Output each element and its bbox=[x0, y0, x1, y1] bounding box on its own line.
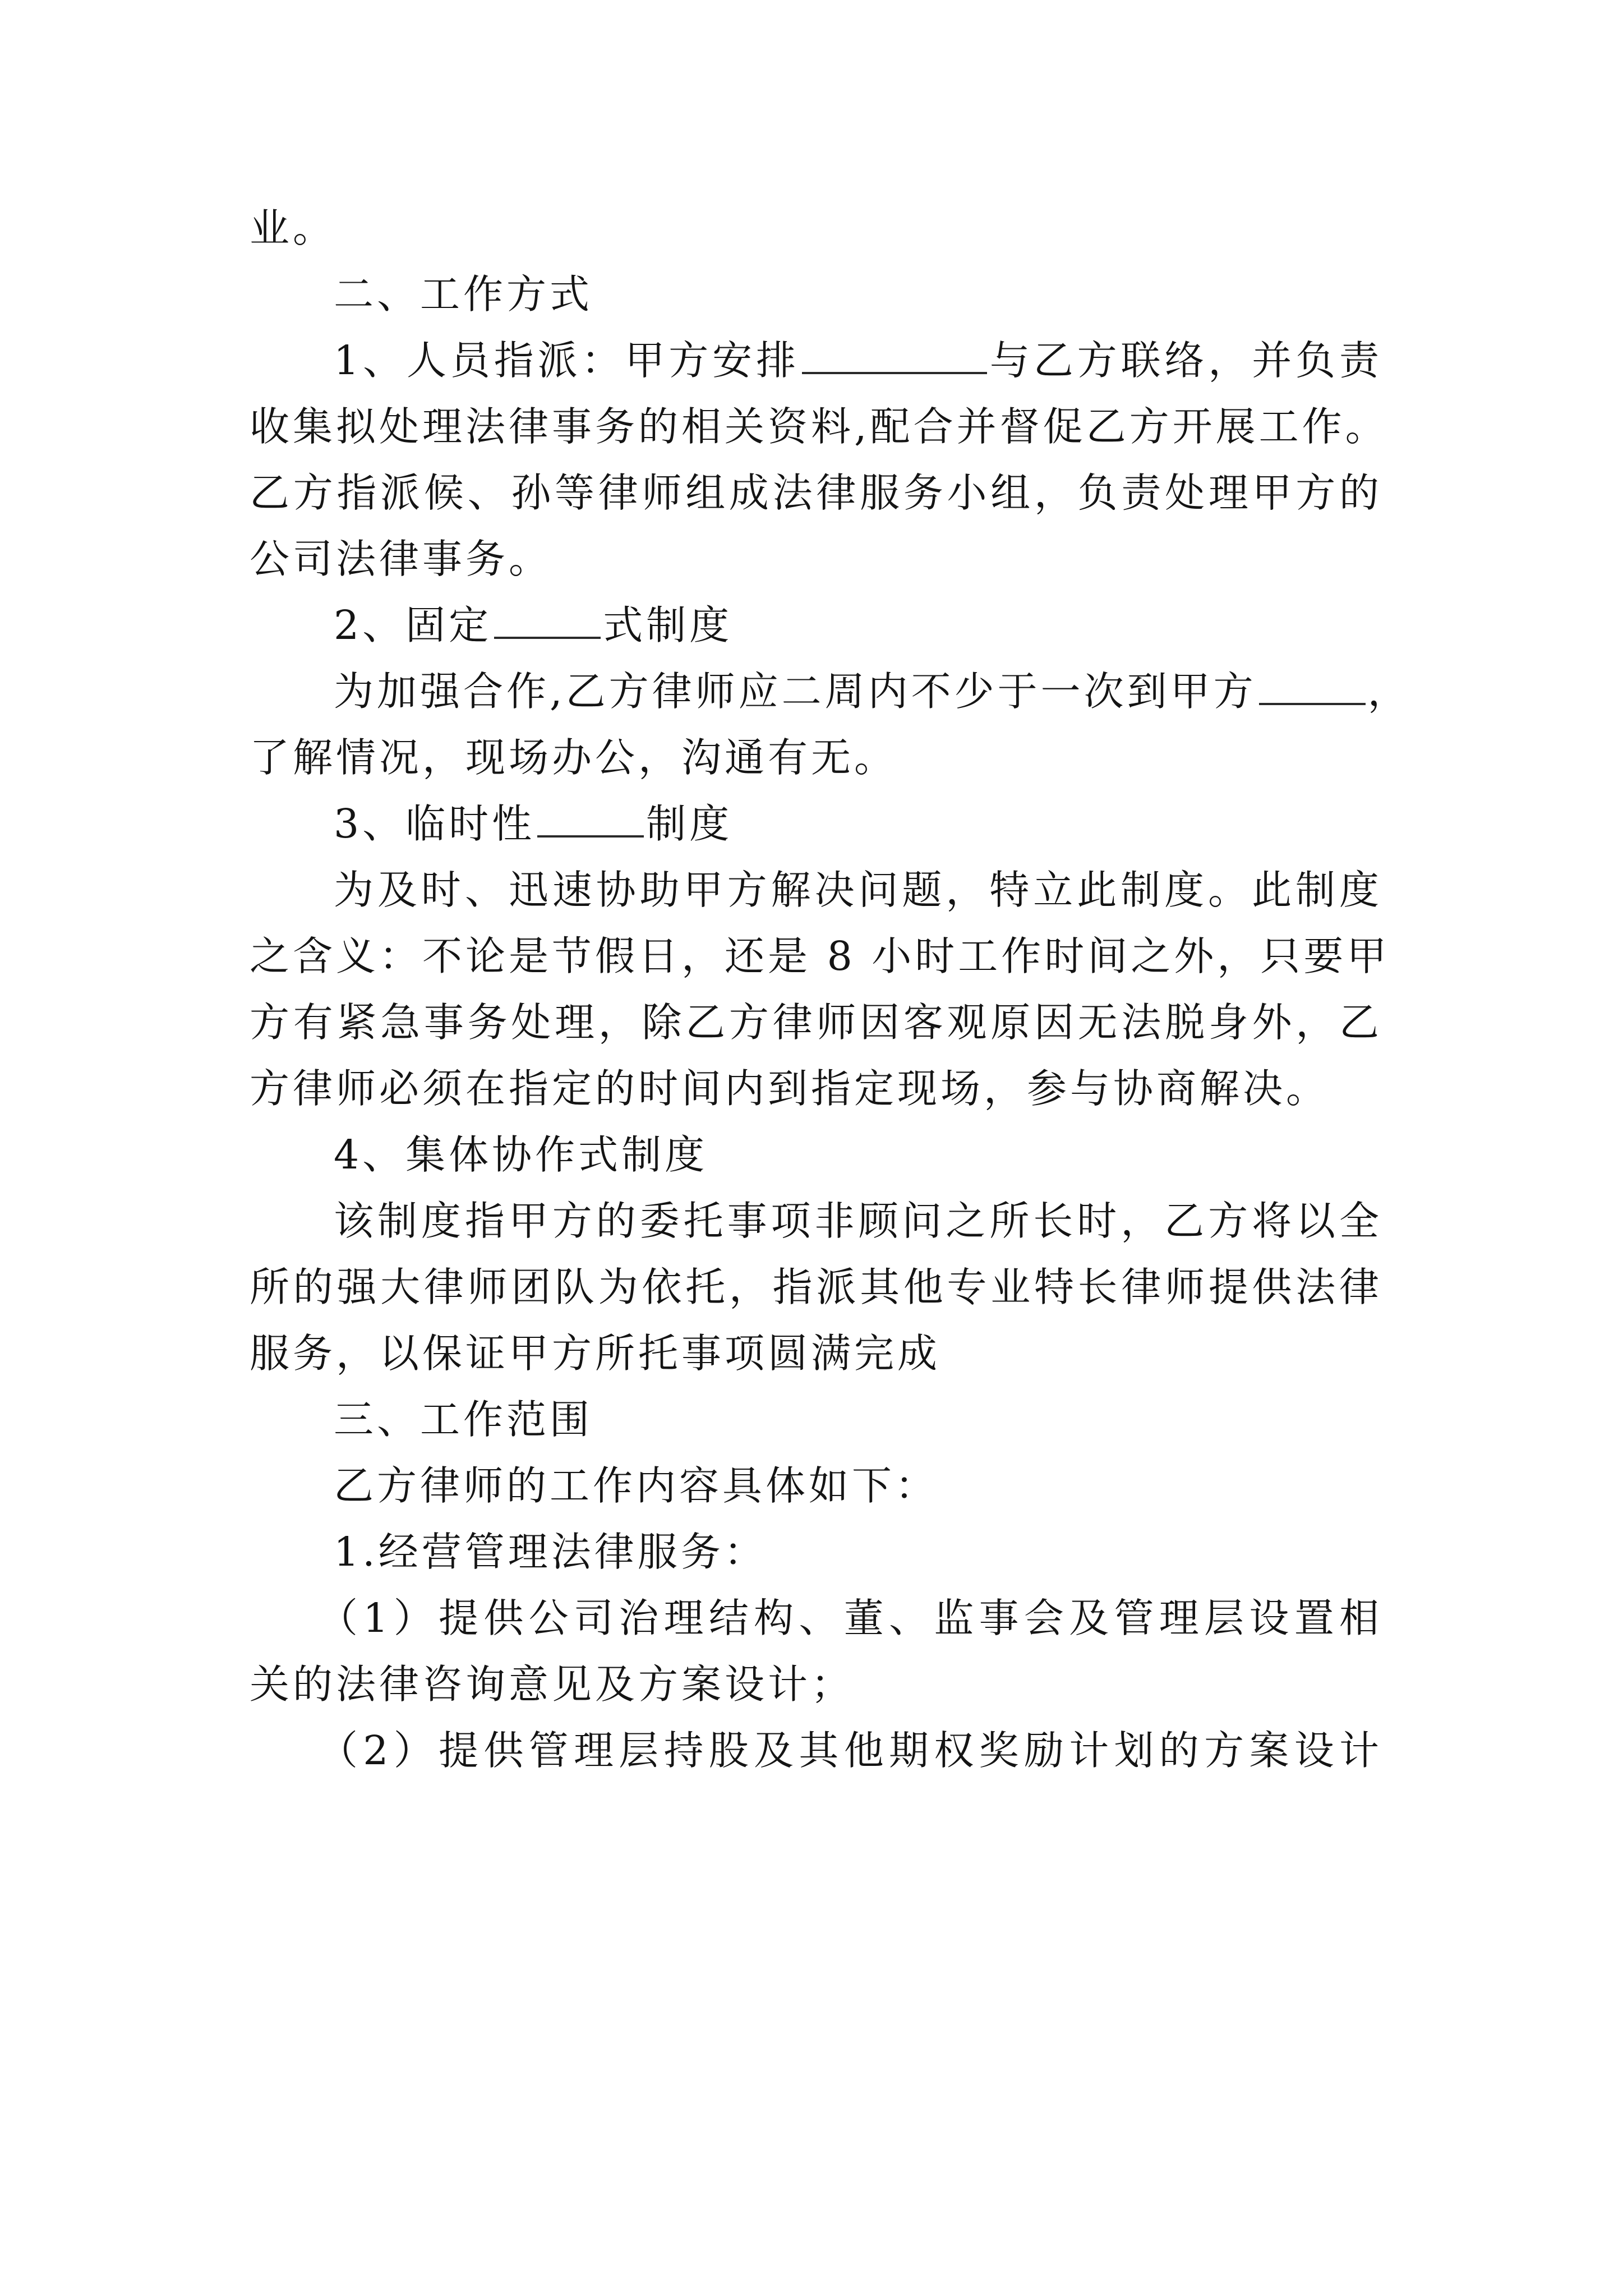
paragraph-line: 该制度指甲方的委托事项非顾问之所长时，乙方将以全 bbox=[334, 1198, 1382, 1244]
paragraph-line bbox=[250, 659, 1411, 725]
fill-in-blank[interactable] bbox=[1259, 670, 1366, 705]
paragraph-line: 了解情况，现场办公，沟通有无。 bbox=[250, 734, 898, 781]
text-segment: 与乙方联络，并负责 bbox=[989, 337, 1382, 384]
subheading-collective-system: 4、集体协作式制度 bbox=[334, 1131, 708, 1178]
paragraph-line: 方律师必须在指定的时间内到指定现场，参与协商解决。 bbox=[250, 1065, 1330, 1112]
text-segment: 制度 bbox=[646, 800, 733, 847]
section-heading-work-method: 二、工作方式 bbox=[334, 271, 593, 318]
subheading-temporary-system bbox=[250, 791, 1382, 857]
subheading-fixed-system bbox=[250, 592, 1382, 659]
fill-in-blank[interactable] bbox=[537, 803, 644, 838]
section-heading-work-scope: 三、工作范围 bbox=[334, 1396, 593, 1443]
paragraph-line: 服务，以保证甲方所托事项圆满完成 bbox=[250, 1330, 941, 1377]
subheading-business-legal-services: 1.经营管理法律服务： bbox=[334, 1529, 767, 1575]
list-item: （1）提供公司治理结构、董、监事会及管理层设置相 bbox=[318, 1595, 1382, 1641]
text-segment: 3、临时性 bbox=[334, 800, 536, 847]
paragraph-line: 方有紧急事务处理，除乙方律师因客观原因无法脱身外，乙 bbox=[250, 999, 1382, 1046]
paragraph-line: 业。 bbox=[250, 205, 336, 251]
paragraph-line: 乙方指派候、孙等律师组成法律服务小组，负责处理甲方的 bbox=[250, 470, 1382, 516]
paragraph-line: 为及时、迅速协助甲方解决问题，特立此制度。此制度 bbox=[334, 867, 1382, 913]
fill-in-blank[interactable] bbox=[802, 339, 987, 374]
text-segment: 为加强合作,乙方律师应二周内不少于一次到甲方 bbox=[334, 668, 1257, 715]
text-segment: ， bbox=[1367, 668, 1411, 715]
text-segment: 1、人员指派：甲方安排 bbox=[334, 337, 800, 384]
paragraph-line: 关的法律咨询意见及方案设计； bbox=[250, 1661, 855, 1708]
document-body bbox=[250, 195, 1411, 1784]
paragraph-line: 公司法律事务。 bbox=[250, 536, 552, 582]
text-segment: 2、固定 bbox=[334, 602, 492, 648]
paragraph-line: 乙方律师的工作内容具体如下： bbox=[334, 1462, 939, 1509]
list-item: （2）提供管理层持股及其他期权奖励计划的方案设计 bbox=[318, 1727, 1382, 1774]
paragraph-line bbox=[250, 328, 1382, 394]
paragraph-line: 之含义：不论是节假日，还是 8 小时工作时间之外，只要甲 bbox=[250, 933, 1390, 979]
text-segment: 式制度 bbox=[603, 602, 733, 648]
paragraph-line: 收集拟处理法律事务的相关资料,配合并督促乙方开展工作。 bbox=[250, 403, 1389, 450]
fill-in-blank[interactable] bbox=[494, 604, 601, 639]
paragraph-line: 所的强大律师团队为依托，指派其他专业特长律师提供法律 bbox=[250, 1264, 1382, 1310]
